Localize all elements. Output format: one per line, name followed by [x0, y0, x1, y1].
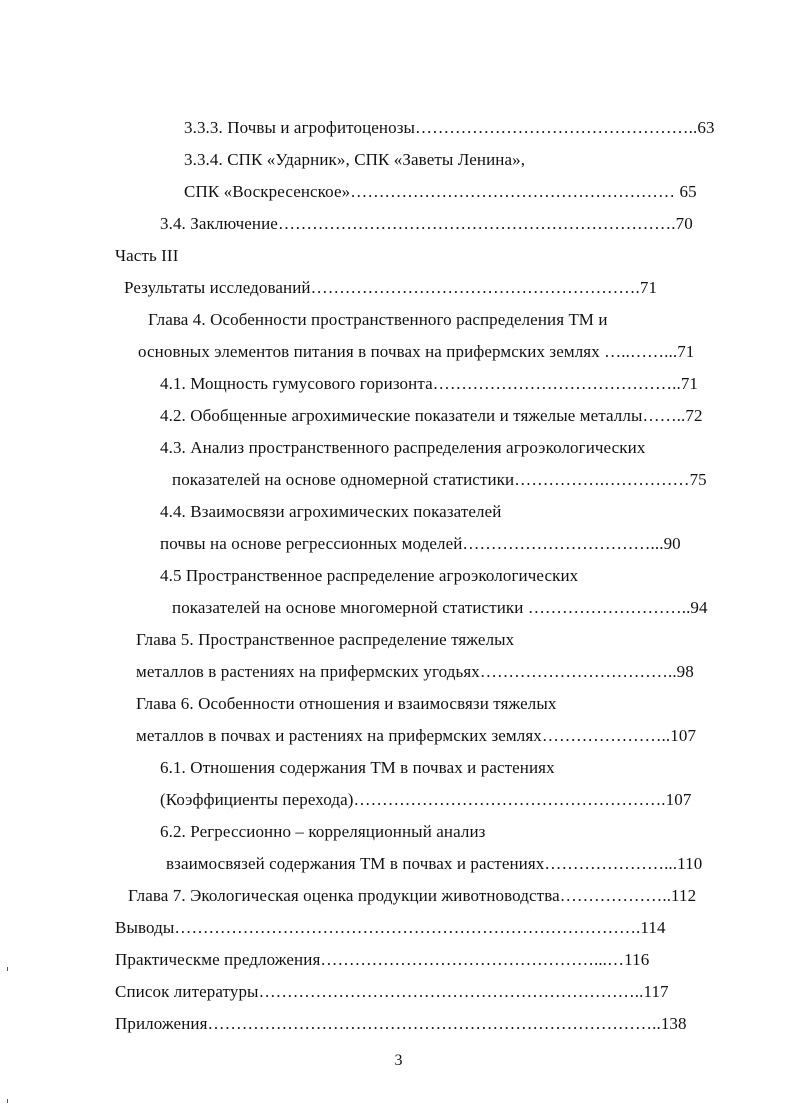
toc-entry-4-4-cont: [160, 534, 681, 554]
toc-entry-text: показателей на основе многомерной статистики ………………………..94: [172, 598, 708, 617]
toc-entry-text: Выводы……………………………………………………………………….114: [115, 918, 666, 937]
toc-entry-text: почвы на основе регрессионных моделей……………………………...90: [160, 534, 681, 553]
toc-entry-text: Часть III: [115, 246, 179, 265]
toc-entry-text: 3.3.3. Почвы и агрофитоценозы…………………………………………..63: [184, 118, 715, 137]
toc-entry-4-4: [160, 502, 501, 522]
toc-entry-3-3-4: [184, 150, 525, 170]
toc-references: [115, 982, 669, 1002]
toc-appendices: [115, 1014, 687, 1034]
toc-entry-4-2: [160, 406, 703, 426]
toc-entry-text: основных элементов питания в почвах на прифермских землях …..……...71: [138, 342, 695, 361]
toc-entry-text: Практическме предложения…………………………………………...…116: [115, 950, 650, 969]
toc-entry-text: 3.4. Заключение…………………………………………………………….70: [160, 214, 693, 233]
toc-entry-text: показателей на основе одномерной статистики…………….……………75: [172, 470, 707, 489]
toc-entry-text: металлов в почвах и растениях на прифермских землях…………………..107: [136, 726, 697, 745]
toc-entry-text: Глава 7. Экологическая оценка продукции животноводства………………..112: [128, 886, 697, 905]
toc-entry-4-5: [160, 566, 578, 586]
toc-proposals: [115, 950, 649, 970]
toc-entry-6-2-cont: [166, 854, 702, 874]
toc-entry-text: 3.3.4. СПК «Ударник», СПК «Заветы Ленина»,: [184, 150, 526, 169]
toc-entry-3-3-4-cont: [184, 182, 697, 202]
toc-entry-text: Приложения……………………………………………………………………..138: [115, 1014, 687, 1033]
toc-chapter-4-cont: [138, 342, 694, 362]
toc-entry-text: взаимосвязей содержания ТМ в почвах и растениях…………………...110: [166, 854, 703, 873]
toc-entry-4-5-cont: [172, 598, 708, 618]
toc-chapter-7: [128, 886, 696, 906]
toc-entry-3-4: [160, 214, 693, 234]
toc-entry-text: (Коэффициенты перехода)……………………………………………….107: [160, 790, 692, 809]
page-number: 3: [394, 1052, 403, 1069]
toc-entry-text: СПК «Воскресенское»………………………………………………… 65: [184, 182, 697, 201]
toc-entry-text: металлов в растениях на прифермских угодьях……………………………..98: [136, 662, 694, 681]
toc-entry-text: 4.1. Мощность гумусового горизонта……………………………………..71: [160, 374, 699, 393]
toc-entry-6-1-cont: [160, 790, 691, 810]
toc-entry-text: 6.1. Отношения содержания ТМ в почвах и растениях: [160, 758, 555, 777]
toc-entry-text: 4.3. Анализ пространственного распределения агроэкологических: [160, 438, 646, 457]
toc-entry-4-1: [160, 374, 698, 394]
toc-entry-3-3-3: [184, 118, 715, 138]
toc-entry-6-1: [160, 758, 555, 778]
toc-entry-text: Глава 4. Особенности пространственного распределения ТМ и: [148, 310, 608, 329]
toc-chapter-4: [148, 310, 608, 330]
toc-entry-text: 4.5 Пространственное распределение агроэкологических: [160, 566, 579, 585]
toc-chapter-5-cont: [136, 662, 694, 682]
toc-entry-text: Глава 6. Особенности отношения и взаимосвязи тяжелых: [136, 694, 557, 713]
scan-speck: [7, 967, 8, 971]
toc-conclusions: [115, 918, 666, 938]
toc-entry-4-3-cont: [172, 470, 707, 490]
toc-entry-results: [124, 278, 657, 298]
toc-entry-text: Глава 5. Пространственное распределение тяжелых: [136, 630, 515, 649]
toc-chapter-5: [136, 630, 514, 650]
toc-entry-6-2: [160, 822, 486, 842]
toc-entry-text: Результаты исследований………………………………………………….71: [124, 278, 658, 297]
toc-entry-text: Список литературы…………………………………………………………..117: [115, 982, 669, 1001]
toc-entry-4-3: [160, 438, 645, 458]
scan-speck: [7, 1099, 8, 1103]
toc-entry-text: 4.2. Обобщенные агрохимические показатели и тяжелые металлы……..72: [160, 406, 703, 425]
toc-part-3: [115, 246, 178, 266]
toc-chapter-6-cont: [136, 726, 696, 746]
toc-entry-text: 6.2. Регрессионно – корреляционный анализ: [160, 822, 486, 841]
toc-entry-text: 4.4. Взаимосвязи агрохимических показателей: [160, 502, 502, 521]
toc-chapter-6: [136, 694, 556, 714]
